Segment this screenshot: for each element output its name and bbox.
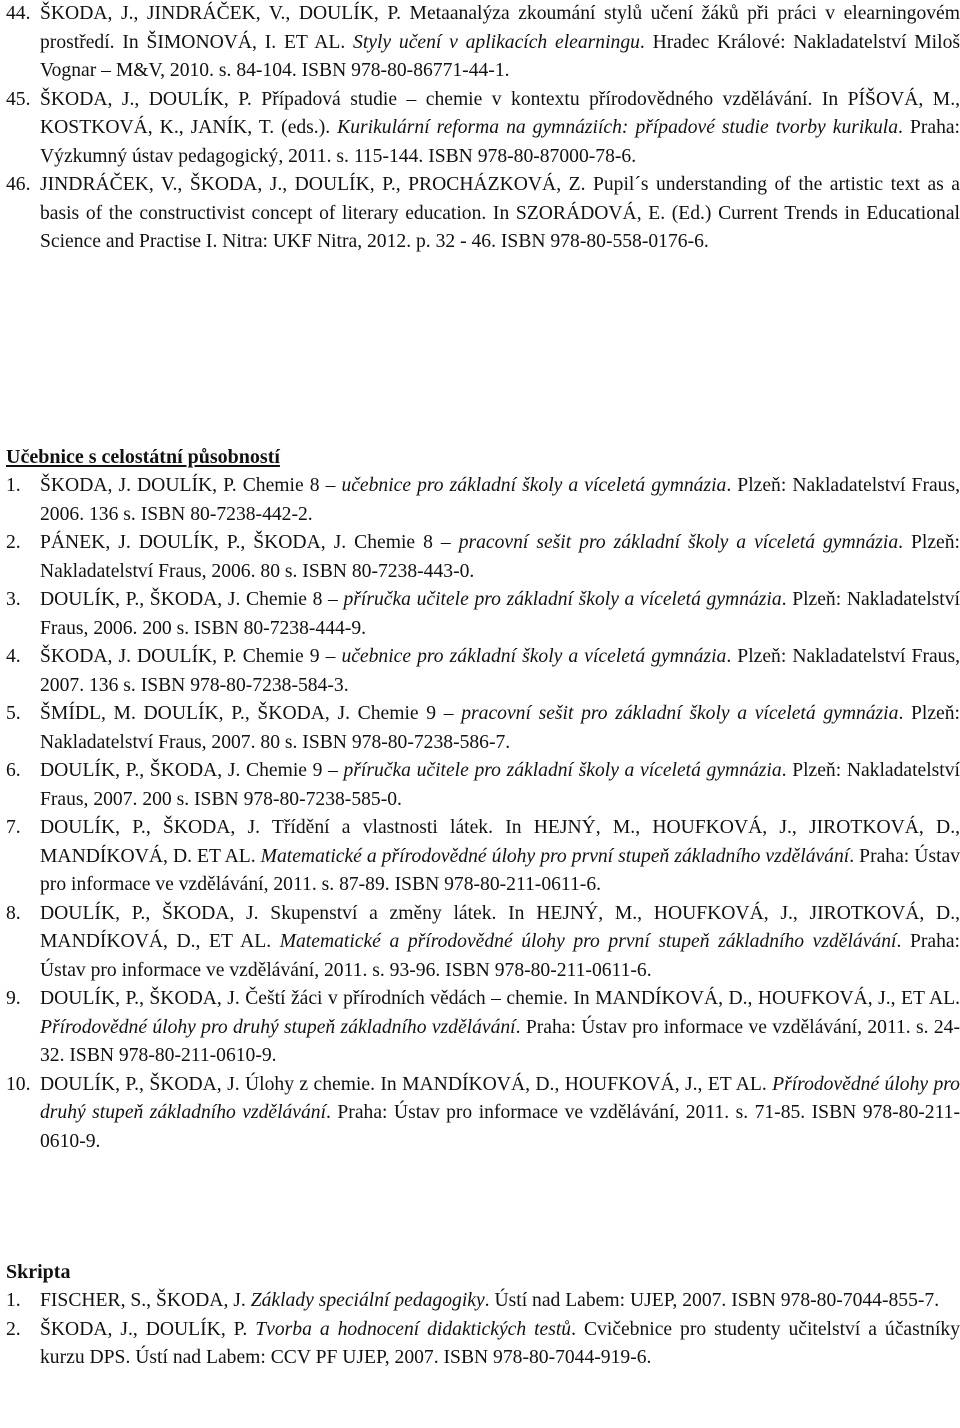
reference-entry: [0, 86, 960, 172]
reference-text: DOULÍK, P., ŠKODA, J. Chemie 9 –: [40, 760, 344, 781]
textbook-entry: [0, 643, 960, 700]
reference-text: DOULÍK, P., ŠKODA, J. Čeští žáci v přírodních vědách – chemie. In MANDÍKOVÁ, D., HOUFKOVÁ, J., ET AL.: [40, 988, 960, 1009]
textbooks-heading: Učebnice s celostátní působností: [6, 446, 280, 468]
reference-text: PÁNEK, J. DOULÍK, P., ŠKODA, J. Chemie 8 –: [40, 532, 459, 553]
skripta-entry: [0, 1316, 960, 1373]
reference-text: . Hradec Králové: Nakladatelství Miloš Vognar – M&V, 2010. s. 84-104. ISBN 978-80-86771-44-1.: [40, 31, 960, 81]
reference-text: . Praha: Ústav pro informace ve vzdělávání, 2011. s. 71-85. ISBN 978-80-211-0610-9.: [40, 1102, 960, 1152]
reference-title: Matematické a přírodovědné úlohy pro první stupeň základního vzdělávání: [260, 845, 850, 867]
textbook-entry: [0, 472, 960, 529]
reference-text: ŠMÍDL, M. DOULÍK, P., ŠKODA, J. Chemie 9 –: [40, 703, 462, 724]
reference-text: . Cvičebnice pro studenty učitelství a účastníky kurzu DPS. Ústí nad Labem: CCV PF UJEP, 2007. ISBN 978-80-7044-919-6.: [40, 1318, 960, 1368]
reference-title: učebnice pro základní školy a víceletá gymnázia: [341, 475, 727, 496]
reference-number: 1.: [6, 475, 21, 496]
reference-entry: [0, 0, 960, 86]
skripta-list: [0, 1287, 960, 1373]
reference-number: 46.: [6, 174, 31, 195]
reference-text: ŠKODA, J., DOULÍK, P.: [40, 1318, 256, 1340]
reference-text: . Ústí nad Labem: UJEP, 2007. ISBN 978-80-7044-855-7.: [484, 1290, 940, 1311]
reference-title: Styly učení v aplikacích elearningu: [353, 31, 640, 53]
reference-text: ŠKODA, J. DOULÍK, P. Chemie 8 –: [40, 475, 342, 496]
reference-title: příručka učitele pro základní školy a víceletá gymnázia: [343, 589, 782, 610]
reference-text: JINDRÁČEK, V., ŠKODA, J., DOULÍK, P., PROCHÁZKOVÁ, Z. Pupil´s understanding of the artistic text as a basis of the constructivist concept of literary education. In SZORÁDOVÁ, E. (Ed.) Current Trends in Educational Science and Practise I. Nitra: UKF Nitra, 2012. p. 32 - 46. ISBN 978-80-558-0176-6.: [40, 174, 960, 252]
reference-text: . Plzeň: Nakladatelství Fraus, 2007. 136 s. ISBN 978-80-7238-584-3.: [40, 646, 960, 696]
textbook-entry: [0, 985, 960, 1071]
reference-title: pracovní sešit pro základní školy a víceletá gymnázia: [461, 703, 899, 724]
reference-number: 9.: [6, 988, 21, 1009]
reference-number: 2.: [6, 532, 21, 553]
reference-number: 2.: [6, 1318, 21, 1340]
textbook-entry: [0, 529, 960, 586]
reference-text: . Praha: Výzkumný ústav pedagogický, 2011. s. 115-144. ISBN 978-80-87000-78-6.: [40, 117, 960, 167]
reference-title: Tvorba a hodnocení didaktických testů: [255, 1318, 572, 1340]
textbook-entry: [0, 1071, 960, 1157]
reference-text: DOULÍK, P., ŠKODA, J. Úlohy z chemie. In MANDÍKOVÁ, D., HOUFKOVÁ, J., ET AL.: [40, 1073, 773, 1095]
reference-title: učebnice pro základní školy a víceletá gymnázia: [341, 646, 727, 667]
reference-text: . Plzeň: Nakladatelství Fraus, 2006. 136 s. ISBN 80-7238-442-2.: [40, 475, 960, 525]
textbook-entry: [0, 814, 960, 900]
textbook-entry: [0, 900, 960, 986]
reference-list-continued: [0, 0, 960, 257]
textbooks-list: [0, 472, 960, 1156]
reference-title: Přírodovědné úlohy pro druhý stupeň základního vzdělávání: [40, 1073, 960, 1123]
reference-number: 5.: [6, 703, 21, 724]
textbook-entry: [0, 757, 960, 814]
reference-text: . Plzeň: Nakladatelství Fraus, 2007. 80 s. ISBN 978-80-7238-586-7.: [40, 703, 960, 753]
skripta-entry: [0, 1287, 960, 1316]
reference-text: . Plzeň: Nakladatelství Fraus, 2006. 80 s. ISBN 80-7238-443-0.: [40, 532, 960, 582]
reference-number: 7.: [6, 817, 21, 838]
reference-number: 4.: [6, 646, 21, 667]
textbook-entry: [0, 586, 960, 643]
skripta-heading: Skripta: [6, 1261, 71, 1283]
reference-number: 8.: [6, 902, 21, 924]
reference-number: 1.: [6, 1290, 21, 1311]
reference-text: . Plzeň: Nakladatelství Fraus, 2007. 200 s. ISBN 978-80-7238-585-0.: [40, 760, 960, 810]
textbook-entry: [0, 700, 960, 757]
reference-title: Přírodovědné úlohy pro druhý stupeň základního vzdělávání: [40, 1016, 516, 1038]
reference-text: DOULÍK, P., ŠKODA, J. Skupenství a změny látek. In HEJNÝ, M., HOUFKOVÁ, J., JIROTKOVÁ, D., MANDÍKOVÁ, D., ET AL.: [40, 902, 960, 952]
reference-number: 6.: [6, 760, 21, 781]
reference-text: FISCHER, S., ŠKODA, J.: [40, 1290, 251, 1311]
reference-text: . Plzeň: Nakladatelství Fraus, 2006. 200 s. ISBN 80-7238-444-9.: [40, 589, 960, 639]
reference-number: 3.: [6, 589, 21, 610]
reference-text: ŠKODA, J., JINDRÁČEK, V., DOULÍK, P. Metaanalýza zkoumání stylů učení žáků při práci v elearningovém prostředí. In ŠIMONOVÁ, I. ET AL.: [40, 3, 960, 53]
reference-number: 44.: [6, 3, 31, 24]
reference-text: . Praha: Ústav pro informace ve vzdělávání, 2011. s. 87-89. ISBN 978-80-211-0611-6.: [40, 845, 960, 895]
reference-title: Matematické a přírodovědné úlohy pro první stupeň základního vzdělávání: [279, 931, 897, 952]
reference-title: Kurikulární reforma na gymnáziích: případové studie tvorby kurikula: [337, 117, 899, 138]
reference-number: 45.: [6, 88, 31, 110]
reference-text: ŠKODA, J. DOULÍK, P. Chemie 9 –: [40, 646, 342, 667]
reference-text: . Praha: Ústav pro informace ve vzdělávání, 2011. s. 93-96. ISBN 978-80-211-0611-6.: [40, 931, 960, 981]
reference-title: pracovní sešit pro základní školy a víceletá gymnázia: [458, 532, 899, 553]
reference-text: DOULÍK, P., ŠKODA, J. Třídění a vlastnosti látek. In HEJNÝ, M., HOUFKOVÁ, J., JIROTKOVÁ, D., MANDÍKOVÁ, D. ET AL.: [40, 817, 960, 867]
reference-title: Základy speciální pedagogiky: [250, 1290, 485, 1311]
reference-text: DOULÍK, P., ŠKODA, J. Chemie 8 –: [40, 589, 344, 610]
reference-number: 10.: [6, 1073, 31, 1095]
reference-text: . Praha: Ústav pro informace ve vzdělávání, 2011. s. 24-32. ISBN 978-80-211-0610-9.: [40, 1016, 960, 1066]
reference-text: ŠKODA, J., DOULÍK, P. Případová studie – chemie v kontextu přírodovědného vzdělávání. In PÍŠOVÁ, M., KOSTKOVÁ, K., JANÍK, T. (eds.).: [40, 88, 960, 138]
reference-title: příručka učitele pro základní školy a víceletá gymnázia: [343, 760, 782, 781]
reference-entry: [0, 171, 960, 257]
